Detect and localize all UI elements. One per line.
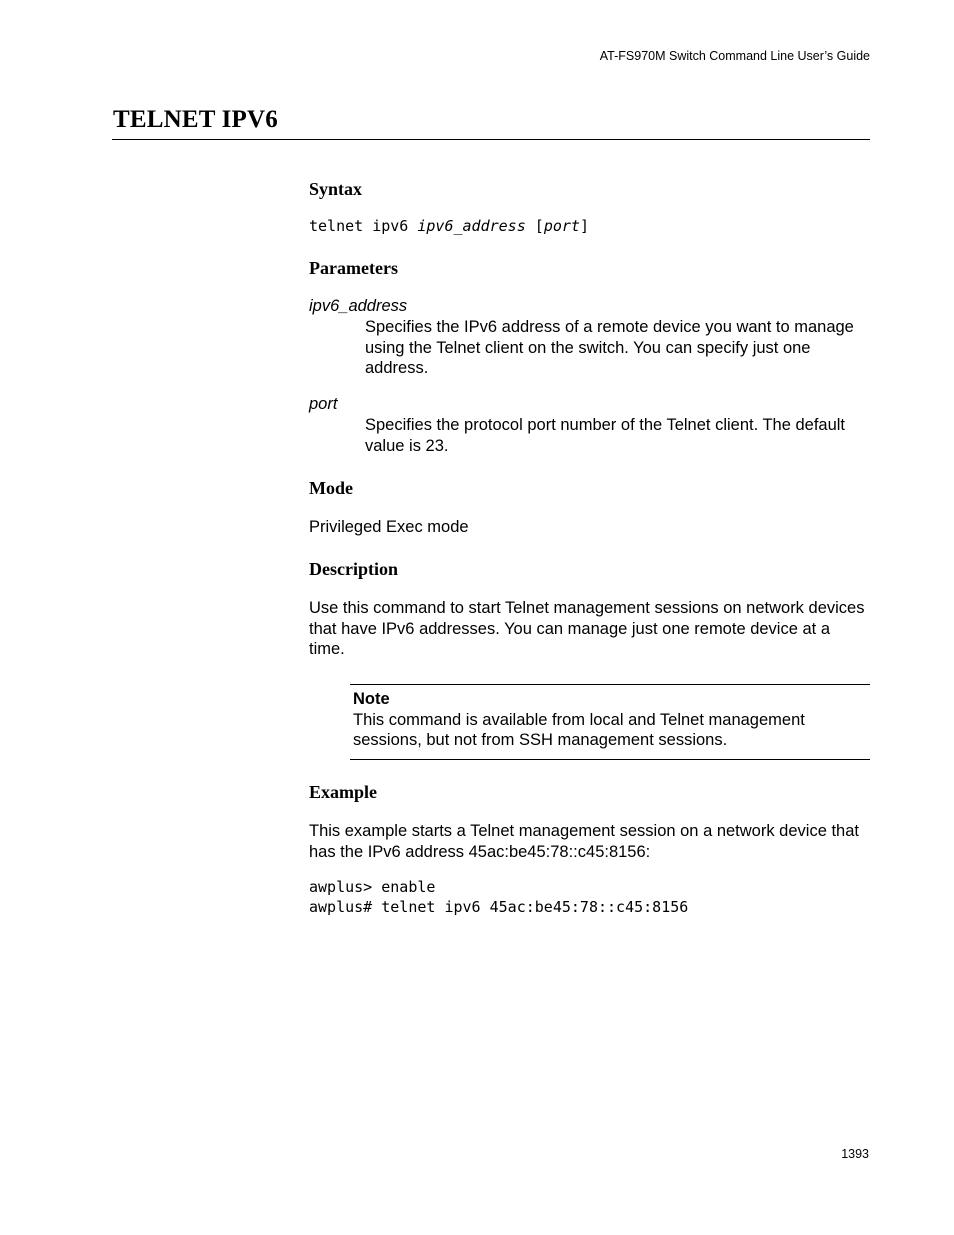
syntax-bracket-close: ]: [579, 217, 589, 235]
syntax-arg-port: port: [543, 217, 580, 235]
note-box: [350, 684, 870, 760]
syntax-keyword: telnet ipv6: [309, 217, 418, 235]
description-text: Use this command to start Telnet management sessions on network devices that have IPv6 addresses. You can manage just one remote device at a time.: [309, 599, 865, 658]
note-text: This command is available from local and Telnet management sessions, but not from SSH management sessions.: [353, 710, 805, 749]
mode-heading: Mode: [309, 478, 353, 498]
example-heading: Example: [309, 782, 378, 802]
param-desc-ipv6-address: Specifies the IPv6 address of a remote device you want to manage using the Telnet client on the switch. You can specify just one address.: [365, 318, 854, 377]
example-code-line-1: awplus> enable: [309, 878, 436, 896]
param-name-ipv6-address: ipv6_address: [309, 297, 408, 315]
page-number: 1393: [841, 1147, 869, 1161]
running-header: AT-FS970M Switch Command Line User’s Guide: [599, 49, 870, 63]
example-code-line-2: awplus# telnet ipv6 45ac:be45:78::c45:8156: [309, 898, 689, 916]
description-heading: Description: [309, 559, 398, 579]
syntax-command: [309, 216, 589, 236]
syntax-heading: Syntax: [309, 179, 363, 199]
mode-text: Privileged Exec mode: [309, 518, 469, 536]
example-text: This example starts a Telnet management session on a network device that has the IPv6 address 45ac:be45:78::c45:8156:: [309, 822, 859, 861]
syntax-bracket-open: [: [525, 217, 544, 235]
param-name-port: port: [309, 395, 338, 413]
note-label: Note: [353, 690, 390, 708]
syntax-arg-ipv6-address: ipv6_address: [417, 217, 526, 235]
param-desc-port: Specifies the protocol port number of the Telnet client. The default value is 23.: [365, 416, 846, 455]
page-title: TELNET IPV6: [113, 106, 278, 133]
parameters-heading: Parameters: [309, 258, 398, 278]
title-rule: [112, 139, 870, 140]
